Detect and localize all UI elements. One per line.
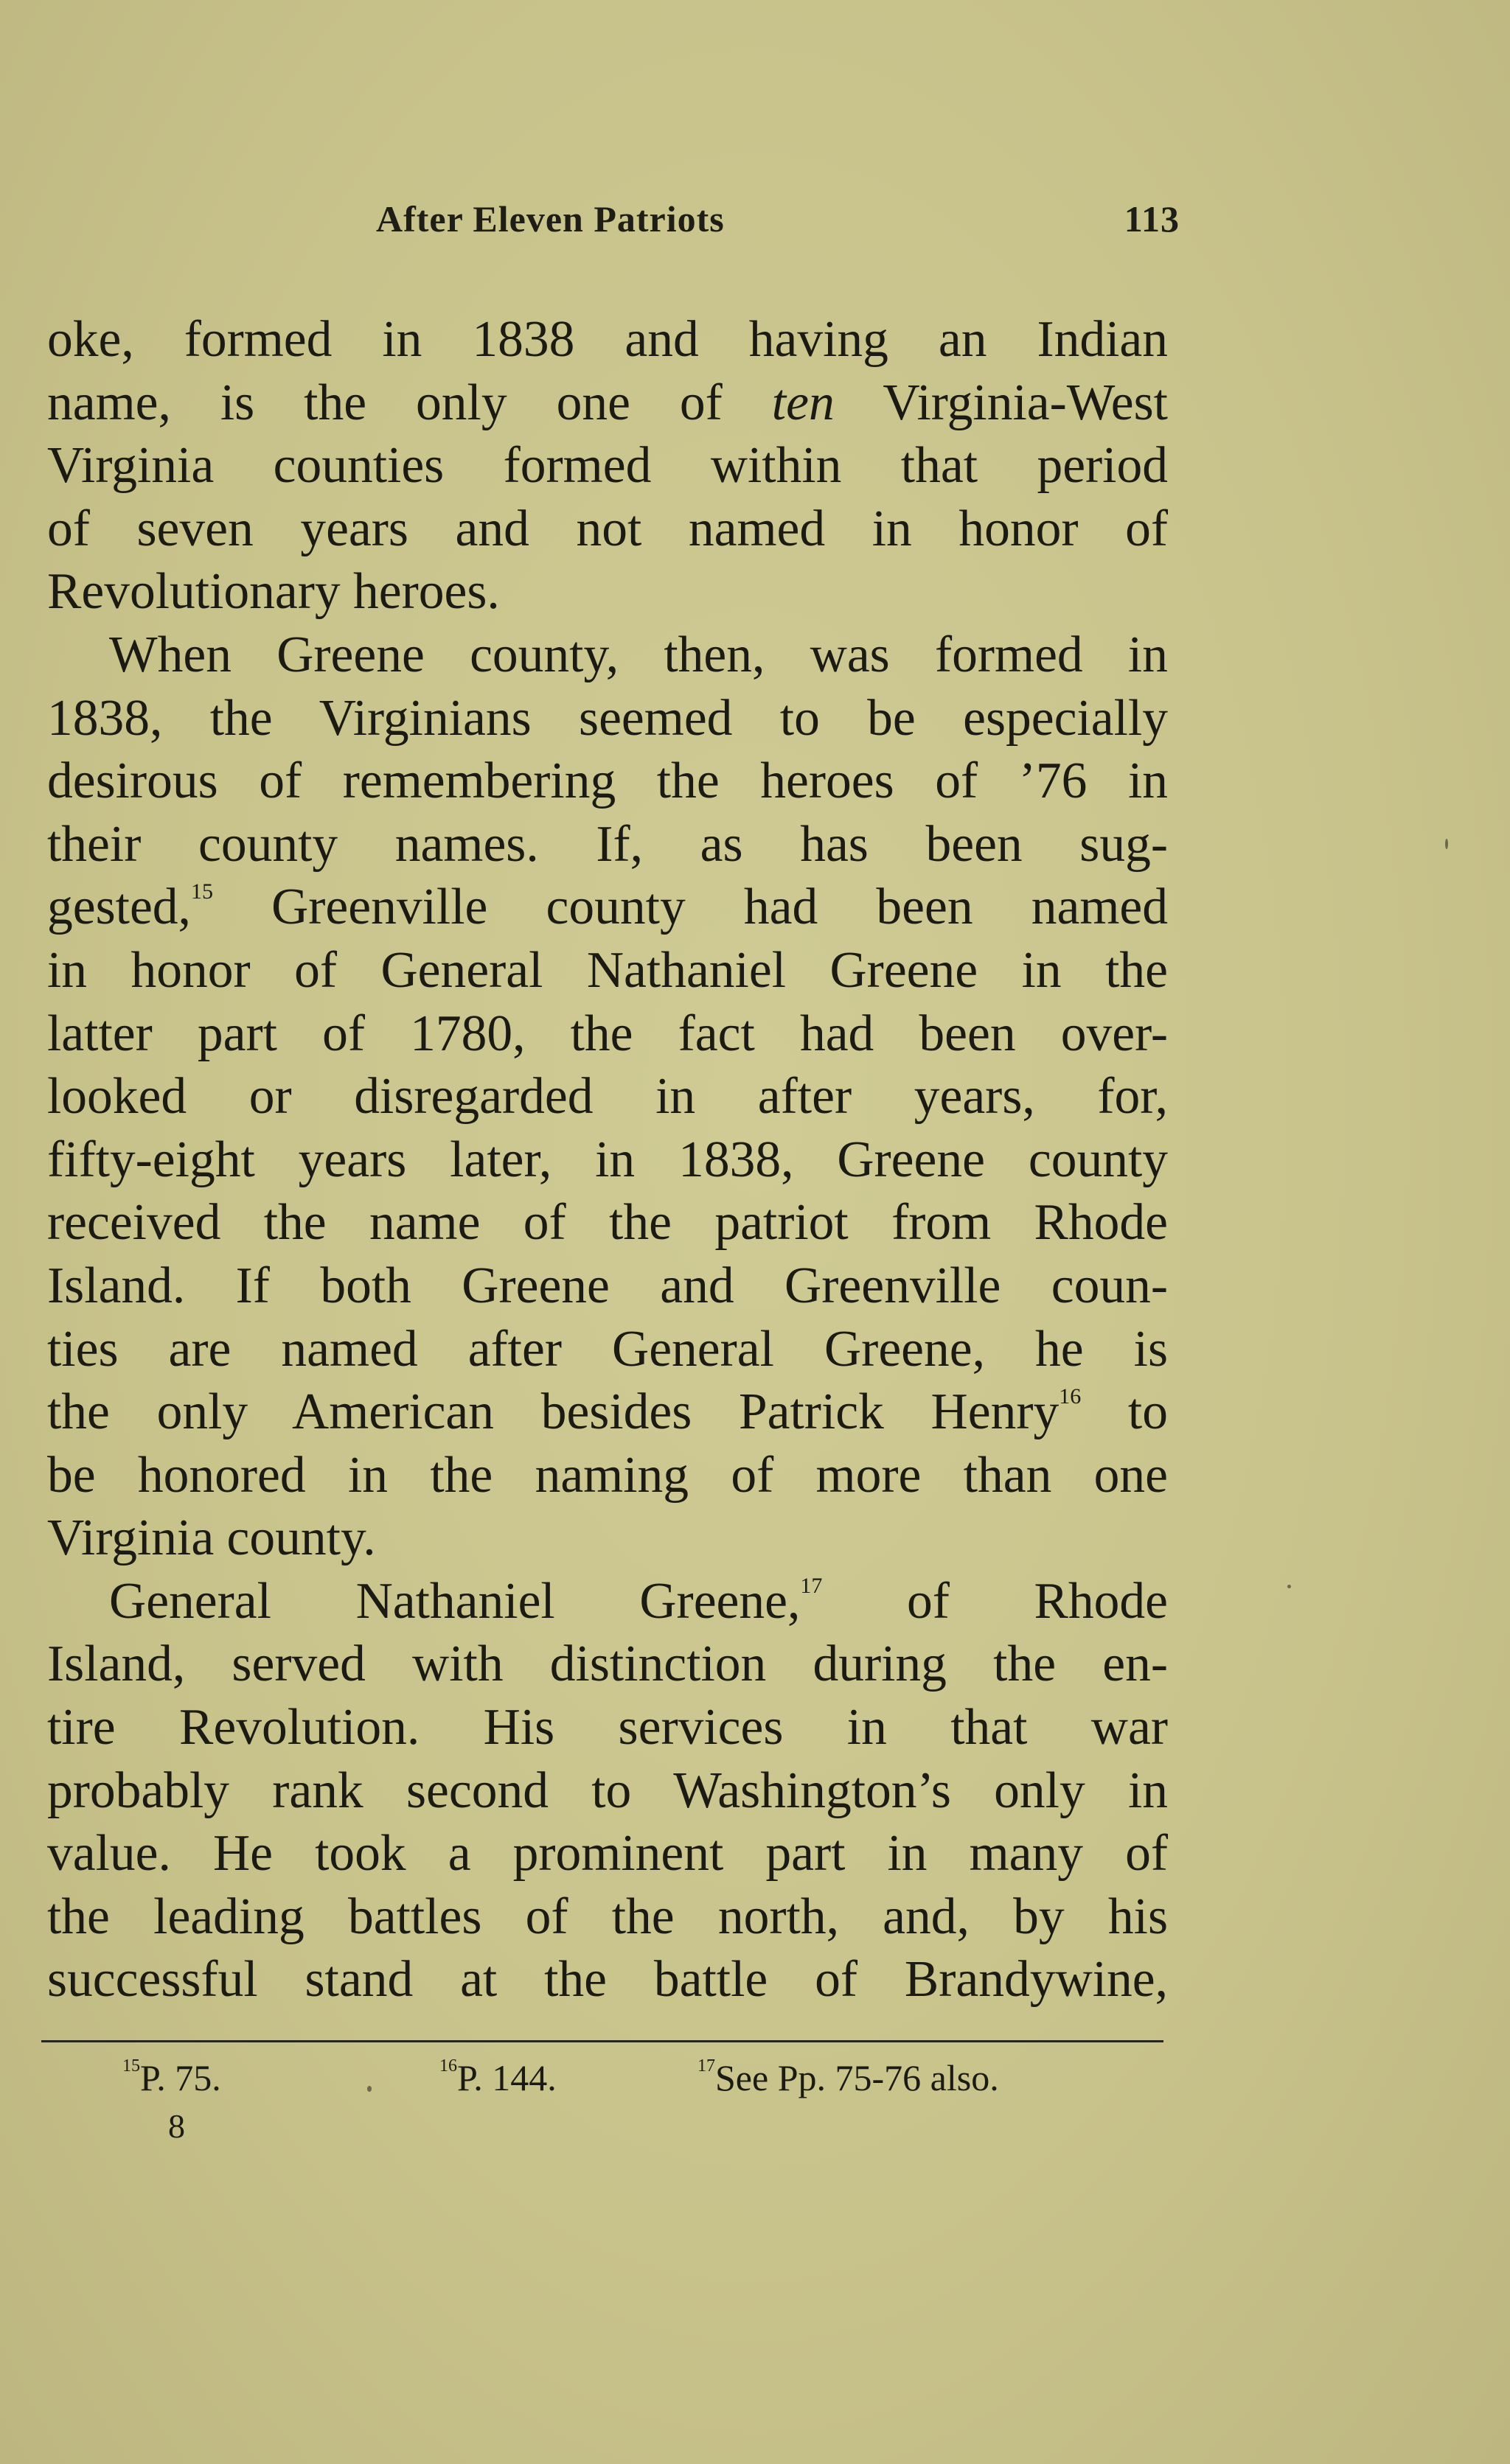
- text-line: tire Revolution. His services in that war: [47, 1699, 1168, 1756]
- text-line: successful stand at the battle of Brandywine,: [47, 1951, 1168, 2008]
- text-line: oke, formed in 1838 and having an Indian: [47, 311, 1168, 368]
- text-line: the leading battles of the north, and, by his: [47, 1888, 1168, 1945]
- italic-word: ten: [771, 374, 835, 431]
- text-line: Virginia county.: [47, 1510, 376, 1567]
- paragraph: [47, 1570, 1168, 2011]
- text-line: the only American besides Patrick Henry$^{16}$ to: [47, 1383, 1168, 1441]
- text-line: latter part of 1780, the fact had been over-: [47, 1005, 1168, 1062]
- text-line: in honor of General Nathaniel Greene in the: [47, 941, 1168, 999]
- footnote: $^{17}$See Pp. 75-76 also.: [697, 2056, 999, 2098]
- footnote-mark: 17: [697, 2056, 715, 2076]
- text-line: Island, served with distinction during the en-: [47, 1636, 1168, 1693]
- paper-speck: [1287, 1585, 1291, 1588]
- running-head: [376, 198, 1180, 256]
- running-head-title: After Eleven Patriots: [376, 198, 725, 240]
- footnotes: [41, 2056, 1169, 2108]
- text-line: fifty-eight years later, in 1838, Greene county: [47, 1131, 1168, 1188]
- text-line: received the name of the patriot from Rhode: [47, 1194, 1168, 1252]
- text-line: 1838, the Virginians seemed to be especially: [47, 689, 1168, 747]
- footnote: $^{15}$P. 75.: [122, 2056, 221, 2098]
- footnote-mark: 15: [122, 2056, 140, 2076]
- text-line: When Greene county, then, was formed in: [109, 626, 1168, 683]
- text-line: Revolutionary heroes.: [47, 563, 500, 621]
- text-line: be honored in the naming of more than one: [47, 1446, 1168, 1504]
- footnote: $^{16}$P. 144.: [439, 2056, 557, 2098]
- footnote-ref: 16: [1059, 1384, 1082, 1409]
- footnote-ref: 17: [800, 1573, 823, 1598]
- text-line: value. He took a prominent part in many of: [47, 1825, 1168, 1882]
- paragraph: [47, 308, 1168, 624]
- text-line: probably rank second to Washington’s only in: [47, 1762, 1168, 1819]
- text-line: looked or disregarded in after years, for,: [47, 1068, 1168, 1125]
- footnote-ref: 15: [190, 879, 213, 904]
- paper-speck: [1445, 839, 1448, 849]
- text-line: General Nathaniel Greene,$^{17}$ of Rhode: [109, 1572, 1168, 1630]
- text-line: of seven years and not named in honor of: [47, 500, 1168, 557]
- text-line: ties are named after General Greene, he is: [47, 1320, 1168, 1378]
- text-line: Virginia counties formed within that period: [47, 437, 1168, 495]
- text-line: desirous of remembering the heroes of ’76 in: [47, 753, 1168, 810]
- signature-mark: 8: [168, 2107, 185, 2145]
- page-number: 113: [1124, 198, 1180, 240]
- footnote-rule: [41, 2040, 1163, 2042]
- text-line: Island. If both Greene and Greenville coun-: [47, 1257, 1168, 1314]
- text-line: their county names. If, as has been sug-: [47, 815, 1168, 873]
- body-text: [47, 308, 1168, 2011]
- text-line: name, is the only one of ten Virginia-West: [47, 374, 1168, 431]
- text-line: gested,$^{15}$ Greenville county had been named: [47, 879, 1168, 936]
- paragraph: [47, 624, 1168, 1570]
- paper-speck: [367, 2086, 372, 2092]
- footnote-mark: 16: [439, 2056, 457, 2076]
